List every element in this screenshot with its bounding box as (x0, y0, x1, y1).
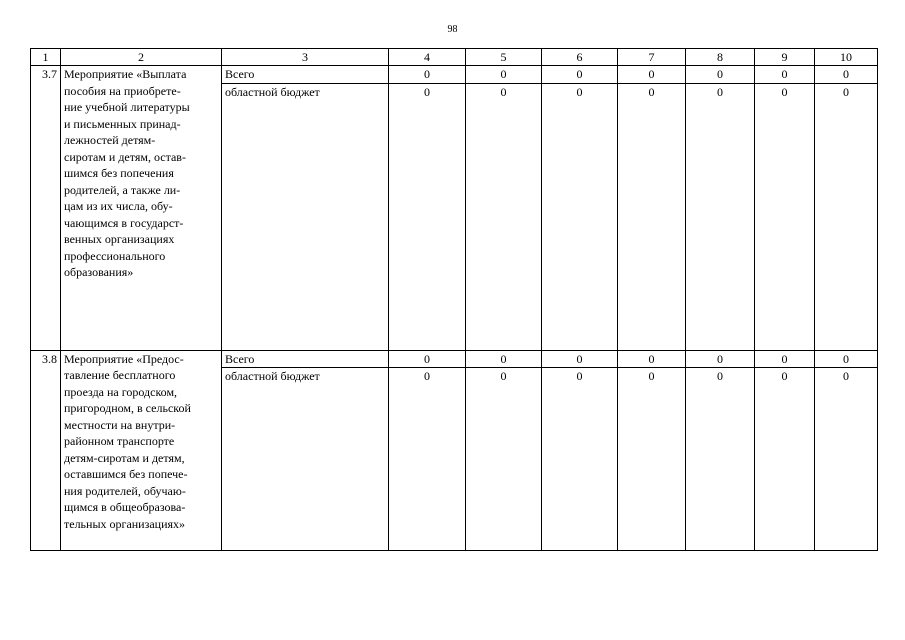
header-cell: 4 (389, 49, 466, 66)
value-cell: 0 (542, 368, 618, 551)
value-cell: 0 (389, 368, 466, 551)
row-code: 3.8 (31, 350, 61, 551)
value-cell: 0 (815, 350, 878, 368)
source-label: областной бюджет (222, 83, 389, 350)
value-cell: 0 (686, 66, 755, 84)
header-cell: 3 (222, 49, 389, 66)
page-number: 98 (447, 24, 458, 35)
header-cell: 10 (815, 49, 878, 66)
value-cell: 0 (542, 83, 618, 350)
value-cell: 0 (755, 66, 815, 84)
value-cell: 0 (618, 66, 686, 84)
header-cell: 8 (686, 49, 755, 66)
value-cell: 0 (755, 368, 815, 551)
value-cell: 0 (755, 350, 815, 368)
value-cell: 0 (466, 83, 542, 350)
row-code: 3.7 (31, 66, 61, 351)
value-cell: 0 (618, 368, 686, 551)
value-cell: 0 (389, 350, 466, 368)
table-row (31, 66, 878, 84)
header-cell: 9 (755, 49, 815, 66)
value-cell: 0 (466, 368, 542, 551)
value-cell: 0 (815, 83, 878, 350)
value-cell: 0 (686, 350, 755, 368)
table-row (31, 350, 878, 368)
source-label: областной бюджет (222, 368, 389, 551)
value-cell: 0 (815, 368, 878, 551)
value-cell: 0 (389, 83, 466, 350)
value-cell: 0 (542, 66, 618, 84)
value-cell: 0 (618, 83, 686, 350)
row-description: Мероприятие «Выплата пособия на приобрете- ние учебной литературы и письменных принад- лежностей детям- сиротам и детям, остав- шимся без попечения родителей, а также ли- цам из их числа, обу- чающимся в государст- венных организациях профессионального образования» (61, 66, 222, 351)
value-cell: 0 (542, 350, 618, 368)
value-cell: 0 (686, 368, 755, 551)
header-cell: 5 (466, 49, 542, 66)
value-cell: 0 (755, 83, 815, 350)
value-cell: 0 (466, 350, 542, 368)
value-cell: 0 (466, 66, 542, 84)
value-cell: 0 (389, 66, 466, 84)
value-cell: 0 (815, 66, 878, 84)
header-row (31, 49, 878, 66)
header-cell: 6 (542, 49, 618, 66)
source-label: Всего (222, 350, 389, 368)
funding-table (30, 48, 878, 551)
header-cell: 1 (31, 49, 61, 66)
row-description: Мероприятие «Предос- тавление бесплатного проезда на городском, пригородном, в сельской местности на внутри- районном транспорте детям-сиротам и детям, оставшимся без попече- ния родителей, обучаю- щимся в общеобразова- тельных организациях» (61, 350, 222, 551)
value-cell: 0 (618, 350, 686, 368)
value-cell: 0 (686, 83, 755, 350)
header-cell: 2 (61, 49, 222, 66)
source-label: Всего (222, 66, 389, 84)
header-cell: 7 (618, 49, 686, 66)
